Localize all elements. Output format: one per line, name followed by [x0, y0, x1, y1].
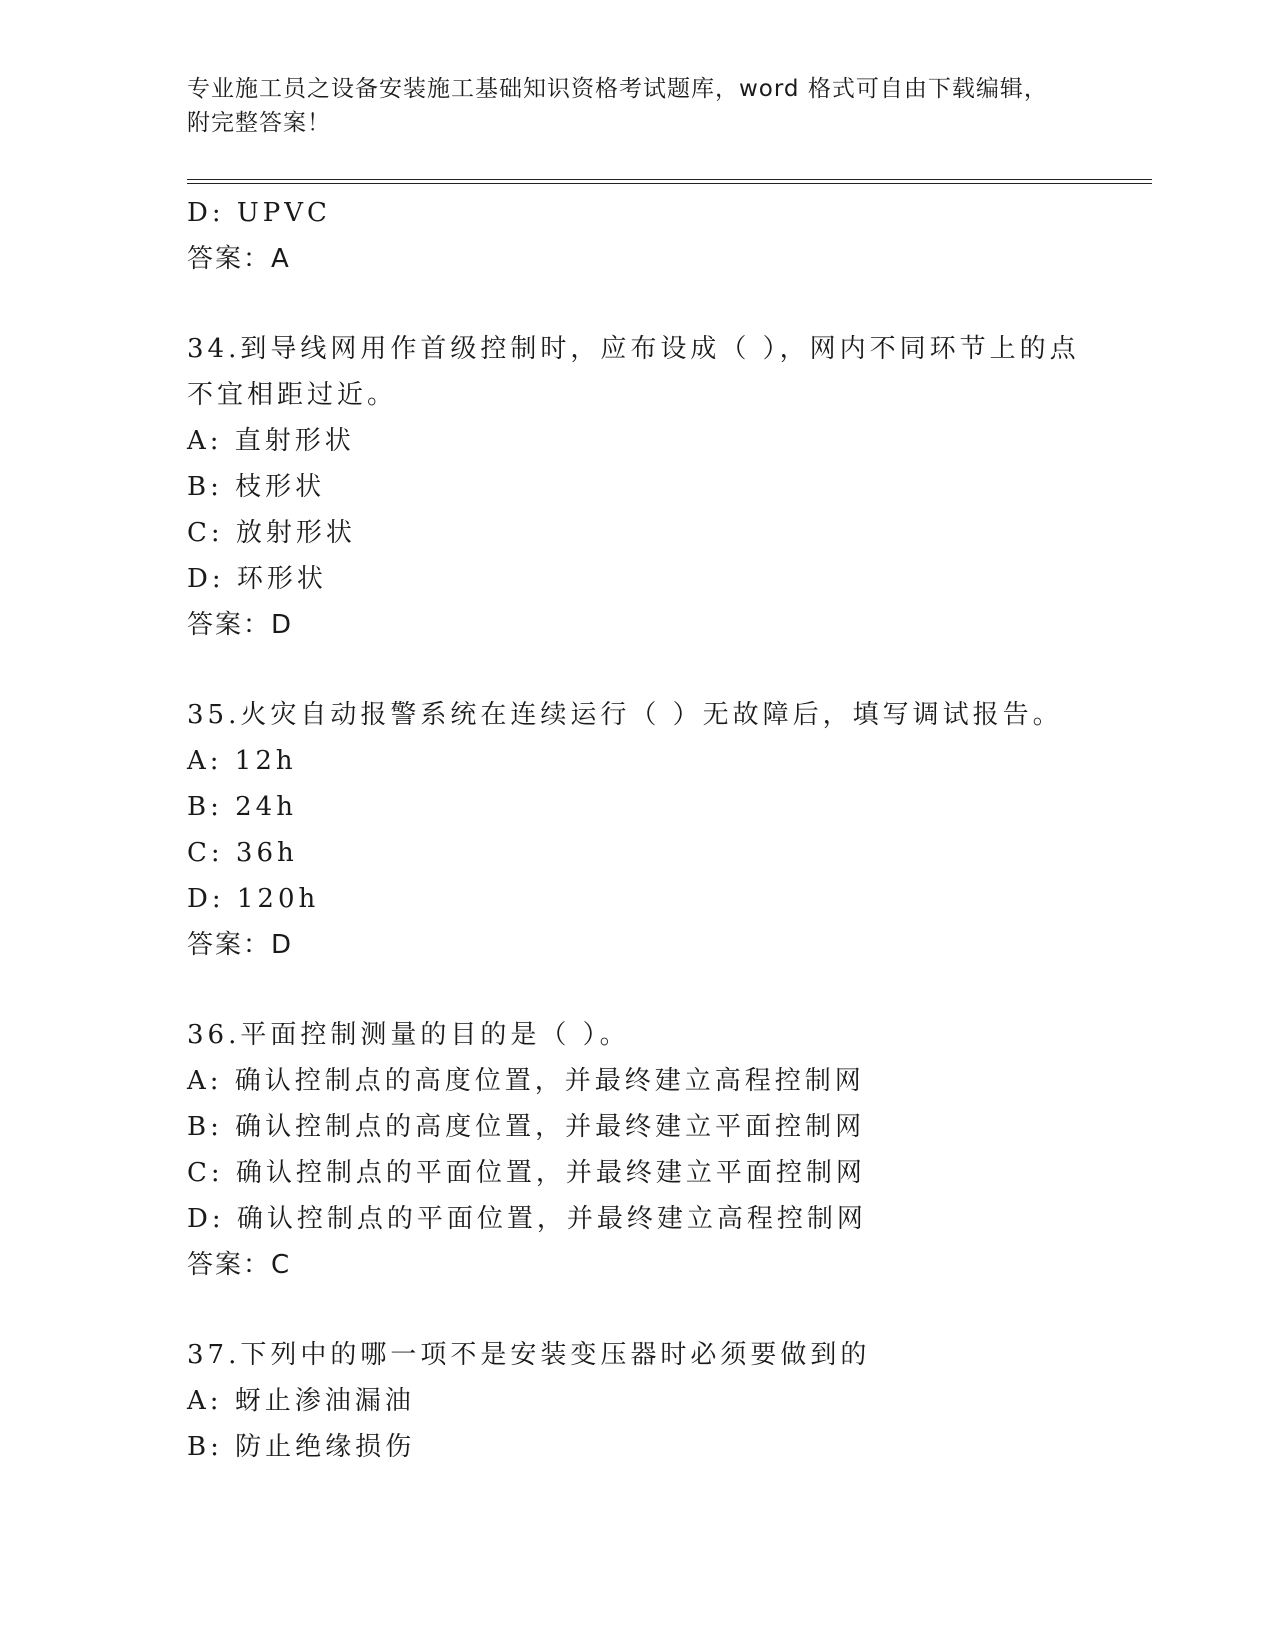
option-line: B: 枝形状 — [187, 472, 326, 502]
option-line: D: UPVC — [187, 198, 331, 228]
answer-line: 答案：C — [187, 1250, 292, 1280]
question-list — [187, 190, 1107, 1470]
header-divider-bottom — [187, 183, 1152, 184]
option-line: C: 36h — [187, 838, 298, 868]
header-line-2: 附完整答案！ — [187, 110, 331, 136]
option-line: A: 直射形状 — [187, 426, 355, 456]
answer-line: 答案：D — [187, 610, 294, 640]
option-line: D: 环形状 — [187, 564, 327, 594]
option-line: A: 12h — [187, 746, 297, 776]
question-text: 不宜相距过近。 — [187, 380, 398, 410]
answer-line: 答案：D — [187, 930, 294, 960]
header-divider-top — [187, 179, 1152, 180]
option-line: A: 蚜止渗油漏油 — [187, 1386, 415, 1416]
option-line: B: 防止绝缘损伤 — [187, 1432, 416, 1462]
option-line: C: 确认控制点的平面位置，并最终建立平面控制网 — [187, 1158, 866, 1188]
question-spacer — [187, 968, 1107, 1012]
option-line: B: 确认控制点的高度位置，并最终建立平面控制网 — [187, 1112, 866, 1142]
question-spacer — [187, 282, 1107, 326]
option-line: A: 确认控制点的高度位置，并最终建立高程控制网 — [187, 1066, 865, 1096]
answer-line: 答案：A — [187, 244, 291, 274]
option-line: C: 放射形状 — [187, 518, 356, 548]
question-text: 34.到导线网用作首级控制时，应布设成（ ），网内不同环节上的点 — [187, 334, 1080, 364]
question-spacer — [187, 648, 1107, 692]
document-header — [187, 72, 1087, 140]
option-line: B: 24h — [187, 792, 297, 822]
option-line: D: 确认控制点的平面位置，并最终建立高程控制网 — [187, 1204, 867, 1234]
option-line: D: 120h — [187, 884, 320, 914]
question-text: 37.下列中的哪一项不是安装变压器时必须要做到的 — [187, 1340, 871, 1370]
question-spacer — [187, 1288, 1107, 1332]
question-text: 36.平面控制测量的目的是（ ）。 — [187, 1020, 630, 1050]
header-line-1: 专业施工员之设备安装施工基础知识资格考试题库，word 格式可自由下载编辑， — [187, 76, 1048, 102]
question-text: 35.火灾自动报警系统在连续运行（ ）无故障后，填写调试报告。 — [187, 700, 1063, 730]
